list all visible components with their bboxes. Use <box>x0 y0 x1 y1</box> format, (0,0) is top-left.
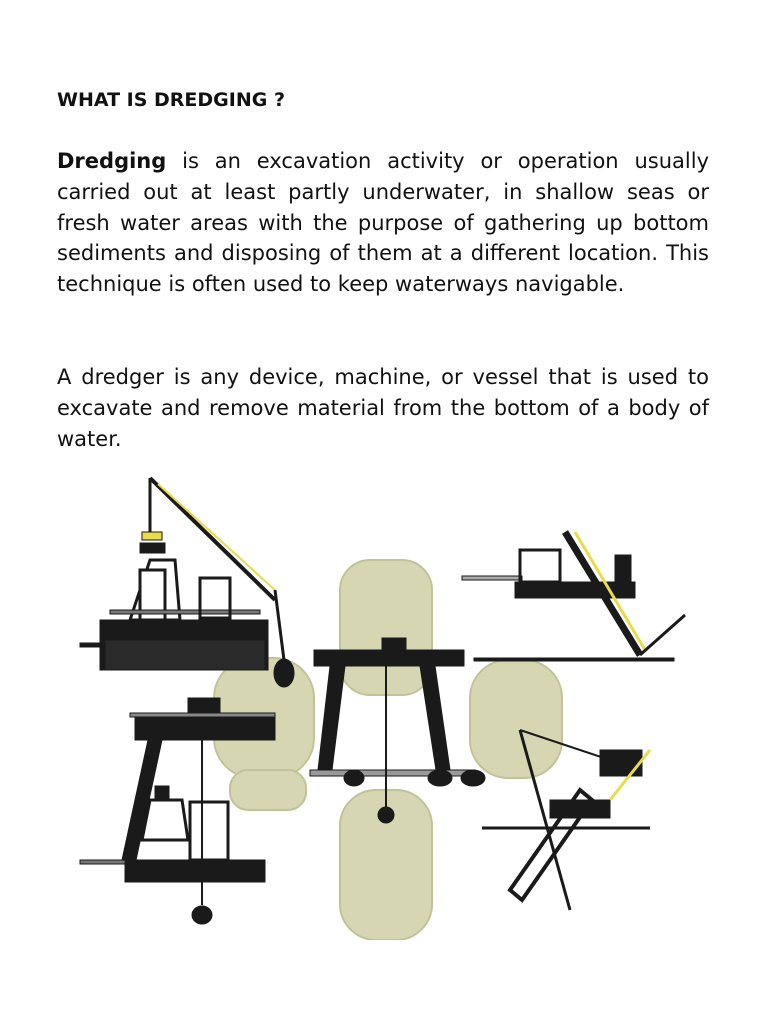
paragraph-definition <box>57 146 709 300</box>
bucket-ladder-dredger <box>462 532 685 661</box>
sediment-blobs <box>214 560 562 940</box>
definition-text: is an excavation activity or operation usually carried out at least partly underwater, in shallow seas or fresh water areas with the purpose of gathering up bottom sediments and disposing of them at a different location. This technique is often used to keep waterways navigable. <box>57 149 709 297</box>
page-title: WHAT IS DREDGING ? <box>57 89 285 111</box>
paragraph-dredger: A dredger is any device, machine, or vessel that is used to excavate and remove material from the bottom of a body of water. <box>57 365 709 451</box>
grab-hopper-dredger <box>80 698 275 924</box>
dredger-types-illustration <box>70 470 710 940</box>
term-dredging: Dredging <box>57 149 167 173</box>
grab-crane-dredger <box>80 478 294 687</box>
